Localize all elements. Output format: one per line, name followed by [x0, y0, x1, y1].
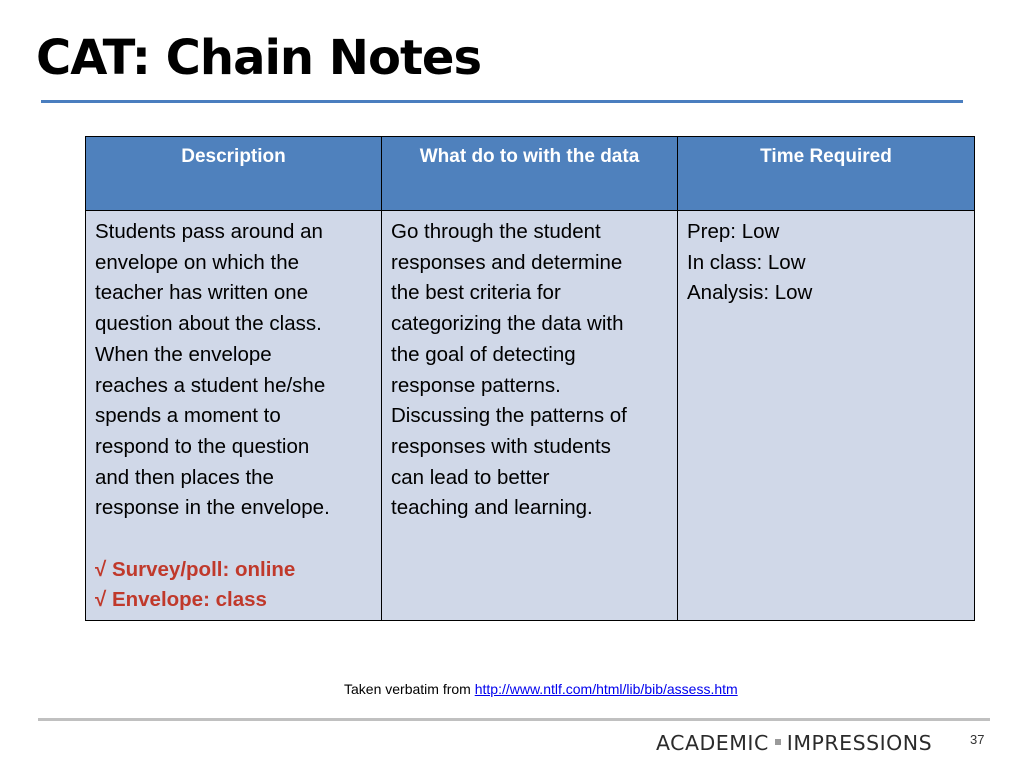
source-citation — [344, 681, 738, 697]
footer-divider — [38, 718, 990, 721]
description-line: reaches a student he/she — [95, 373, 326, 397]
description-line: teacher has written one — [95, 281, 309, 305]
title-underline — [41, 100, 963, 103]
data-use-line: responses with students — [391, 434, 611, 458]
data-use-line: response patterns. — [391, 373, 561, 397]
slide-title: CAT: Chain Notes — [36, 30, 482, 86]
time-in-class: In class: Low — [687, 250, 806, 274]
description-line: respond to the question — [95, 434, 310, 458]
page-number: 37 — [970, 732, 985, 747]
envelope-check: √ Envelope: class — [95, 588, 267, 612]
survey-poll-check: √ Survey/poll: online — [95, 557, 296, 581]
data-use-line: categorizing the data with — [391, 312, 624, 336]
time-prep: Prep: Low — [687, 220, 780, 243]
data-use-line: Discussing the patterns of — [391, 404, 627, 428]
chain-notes-table — [85, 136, 975, 621]
column-header-description: Description — [86, 137, 382, 211]
data-use-line: the best criteria for — [391, 281, 561, 305]
logo-word-academic: ACADEMIC — [656, 731, 769, 755]
table-row — [86, 211, 975, 621]
description-line: Students pass around an — [95, 220, 323, 243]
description-line: and then places the — [95, 465, 274, 489]
data-use-line: responses and determine — [391, 250, 623, 274]
data-use-cell — [382, 211, 678, 621]
table-header-row — [86, 137, 975, 211]
academic-impressions-logo — [656, 731, 932, 755]
description-cell — [86, 211, 382, 621]
description-line: envelope on which the — [95, 250, 300, 274]
source-link[interactable]: http://www.ntlf.com/html/lib/bib/assess.htm — [474, 681, 738, 697]
logo-word-impressions: IMPRESSIONS — [786, 731, 933, 755]
data-use-line: the goal of detecting — [391, 342, 576, 366]
blank-line — [95, 524, 373, 555]
source-prefix: Taken verbatim from — [344, 681, 475, 697]
column-header-data-use: What do to with the data — [382, 137, 678, 211]
description-line: When the envelope — [95, 342, 272, 366]
description-line: spends a moment to — [95, 404, 281, 428]
description-line: question about the class. — [95, 312, 322, 336]
data-use-line: can lead to better — [391, 465, 550, 489]
time-analysis: Analysis: Low — [687, 281, 813, 305]
column-header-time-required: Time Required — [678, 137, 975, 211]
description-line: response in the envelope. — [95, 496, 330, 520]
data-use-line: teaching and learning. — [391, 496, 593, 520]
time-required-cell — [678, 211, 975, 621]
data-use-line: Go through the student — [391, 220, 601, 243]
logo-separator-icon — [775, 739, 781, 745]
